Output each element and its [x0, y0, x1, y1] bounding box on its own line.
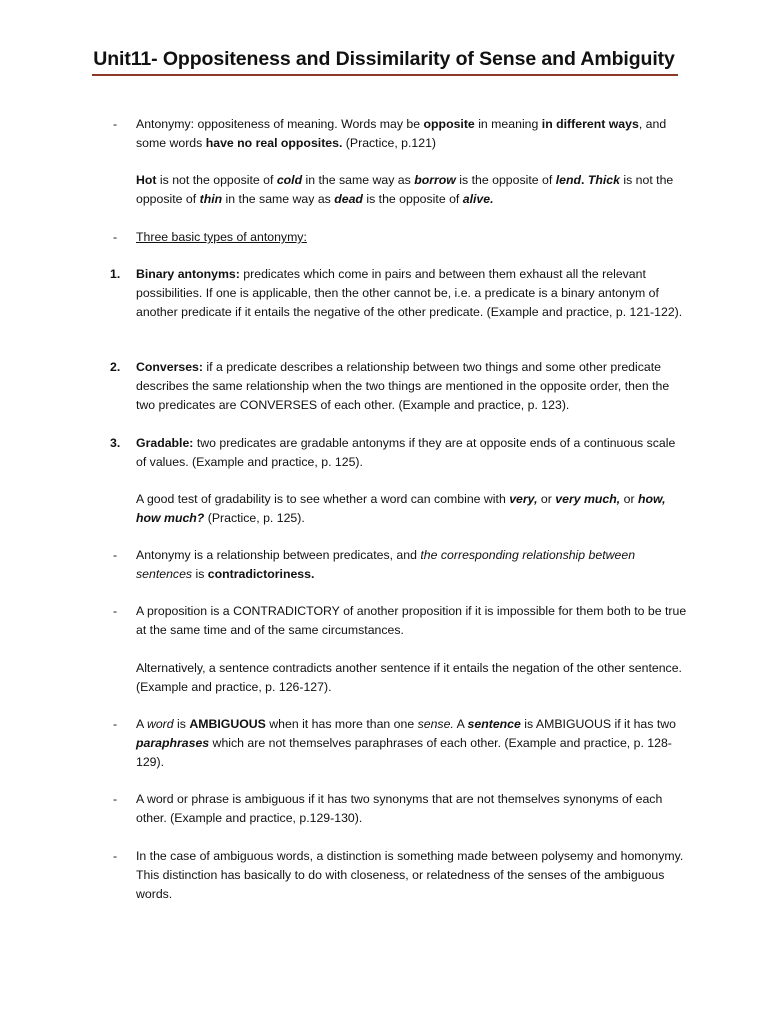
bullet-dash: - [113, 792, 118, 806]
item-number: 2. [110, 360, 121, 374]
section-heading: Three basic types of antonymy: [136, 230, 307, 244]
bullet-dash: - [113, 604, 118, 618]
bullet-dash: - [113, 230, 118, 244]
paragraph-text: A word is AMBIGUOUS when it has more than one sense. A sentence is AMBIGUOUS if it has two paraphrases which are not themselves paraphrases of each other. (Example and practice, p. 128-129). [136, 717, 676, 769]
title-underline [92, 74, 678, 76]
paragraph-text: Gradable: two predicates are gradable antonyms if they are at opposite ends of a continuous scale of values. (Example and practice, p. 125). [136, 436, 676, 469]
bullet-dash: - [113, 849, 118, 863]
paragraph-text: Binary antonyms: predicates which come in pairs and between them exhaust all the relevant possibilities. If one is applicable, then the other cannot be, i.e. a predicate is a binary antonym of another predicate if it entails the negative of the other predicate. (Example and practice, p. 121-122). [136, 267, 683, 319]
paragraph-text: Hot is not the opposite of cold in the same way as borrow is the opposite of lend. Thick is not the opposite of thin in the same way as dead is the opposite of alive. [136, 173, 674, 206]
paragraph-text: Antonymy is a relationship between predicates, and the corresponding relationship between sentences is contradictoriness. [136, 548, 636, 581]
page-title: Unit11- Oppositeness and Dissimilarity of Sense and Ambiguity [93, 48, 675, 70]
bullet-dash: - [113, 717, 118, 731]
item-number: 1. [110, 267, 121, 281]
paragraph-text: In the case of ambiguous words, a distinction is something made between polysemy and homonymy. This distinction has basically to do with closeness, or relatedness of the senses of the ambiguous words. [136, 849, 684, 901]
bullet-dash: - [113, 548, 118, 562]
paragraph-text: Alternatively, a sentence contradicts another sentence if it entails the negation of the other sentence. (Example and practice, p. 126-127). [136, 661, 682, 694]
paragraph-text: A word or phrase is ambiguous if it has two synonyms that are not themselves synonyms of each other. (Example and practice, p.129-130). [136, 792, 663, 825]
paragraph-text: A good test of gradability is to see whether a word can combine with very, or very much, or how, how much? (Practice, p. 125). [136, 492, 666, 525]
item-number: 3. [110, 436, 121, 450]
bullet-dash: - [113, 117, 118, 131]
paragraph-text: Antonymy: oppositeness of meaning. Words may be opposite in meaning in different ways, and some words have no real opposites. (Practice, p.121) [136, 117, 667, 150]
paragraph-text: A proposition is a CONTRADICTORY of another proposition if it is impossible for them both to be true at the same time and of the same circumstances. [136, 604, 687, 637]
paragraph-text: Converses: if a predicate describes a relationship between two things and some other predicate describes the same relationship when the two things are mentioned in the opposite order, then the two predicates are CONVERSES of each other. (Example and practice, p. 123). [136, 360, 670, 412]
